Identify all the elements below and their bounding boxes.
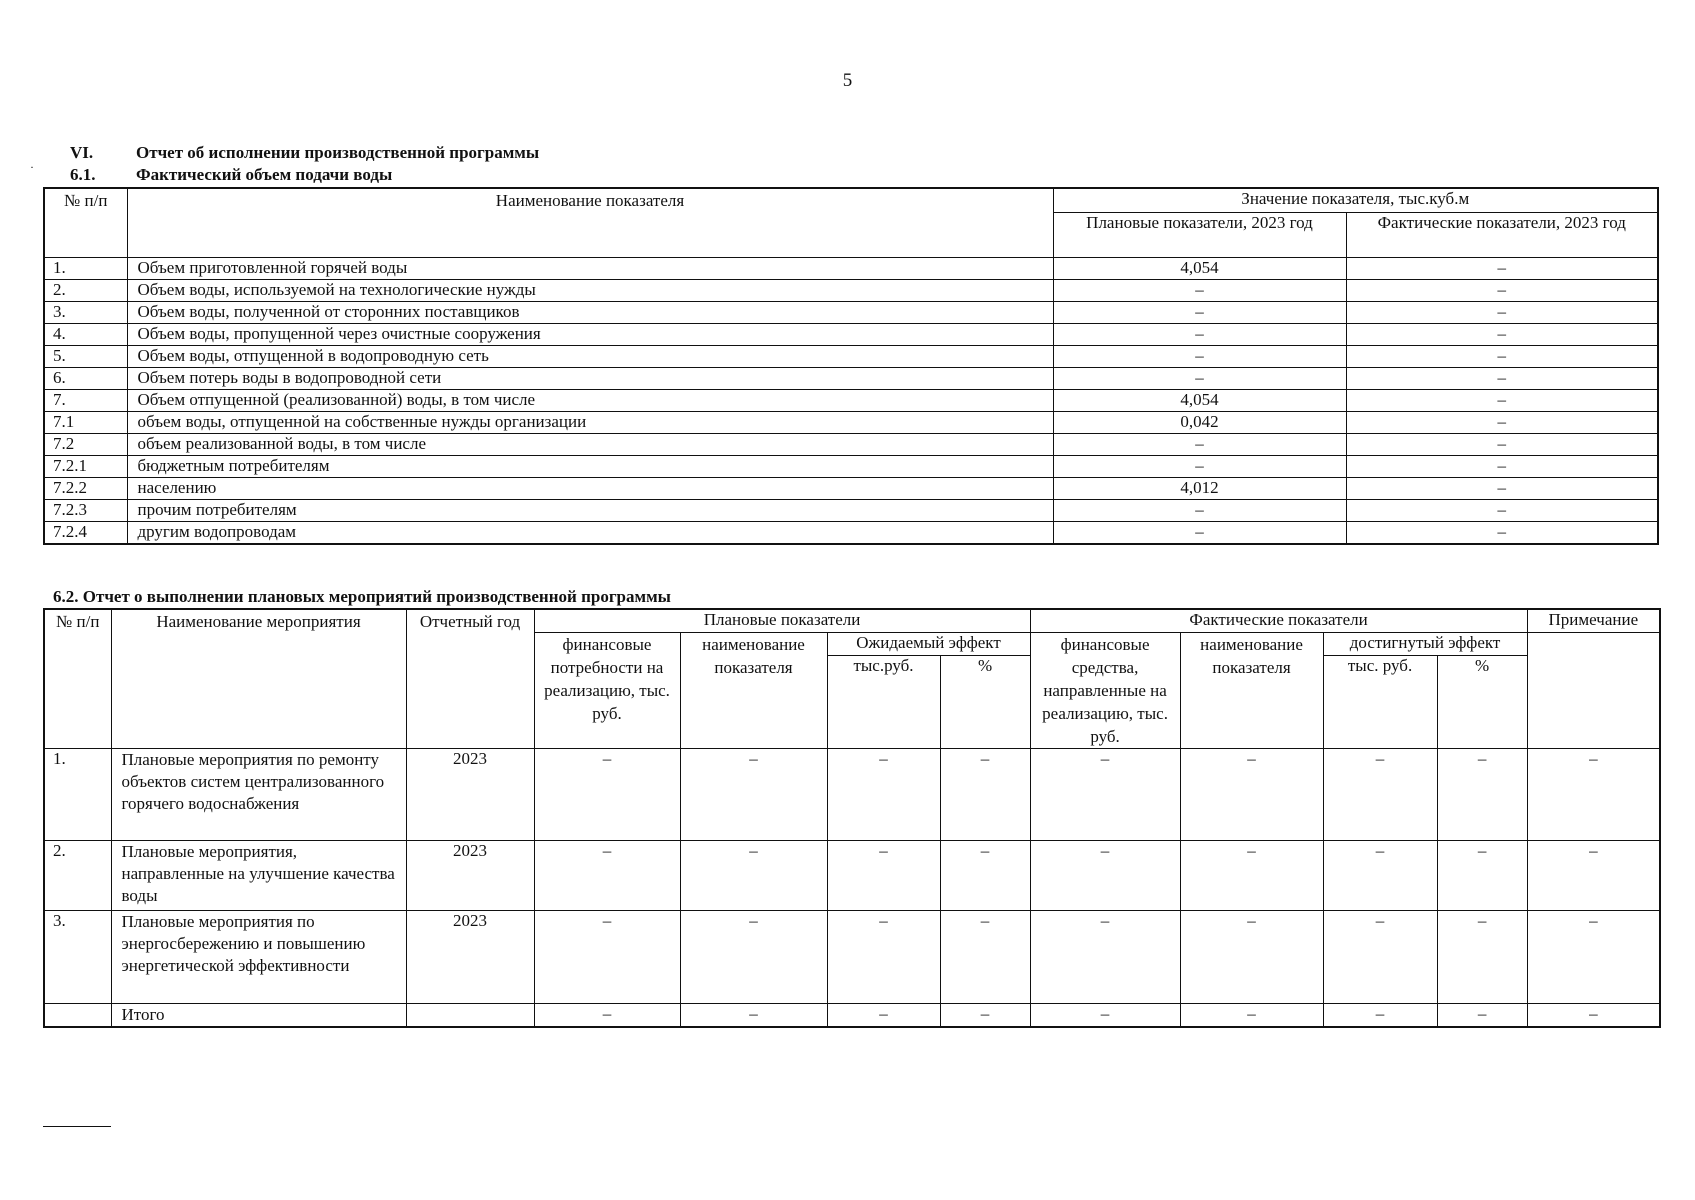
plan-value: 0,042 (1053, 412, 1346, 434)
table-row (44, 412, 1658, 434)
planned-measures-table (43, 608, 1661, 1028)
table-row (44, 434, 1658, 456)
total-row (44, 1004, 1660, 1028)
value-cell: – (1527, 749, 1660, 841)
t2-header-name: Наименование мероприятия (111, 609, 406, 749)
row-number: 7.2.2 (44, 478, 127, 500)
water-supply-table (43, 187, 1659, 545)
section-heading (70, 143, 539, 163)
table-row (44, 478, 1658, 500)
indicator-name: другим водопроводам (127, 522, 1053, 545)
plan-value: – (1053, 434, 1346, 456)
t2-header-plan-ind-name: наименование показателя (680, 633, 827, 749)
t2-header-fact-effect-pct: % (1437, 656, 1527, 749)
indicator-name: бюджетным потребителям (127, 456, 1053, 478)
t2-header-note: Примечание (1527, 609, 1660, 633)
total-value-cell: – (1180, 1004, 1323, 1028)
value-cell: – (1030, 841, 1180, 911)
plan-value: – (1053, 456, 1346, 478)
header-no: № п/п (44, 188, 127, 258)
measure-name: Плановые мероприятия, направленные на улучшение качества воды (111, 841, 406, 911)
indicator-name: Объем воды, отпущенной в водопроводную сеть (127, 346, 1053, 368)
table-row (44, 456, 1658, 478)
t2-header-fact-effect-rub: тыс. руб. (1323, 656, 1437, 749)
subsection-1-title: Фактический объем подачи воды (136, 165, 393, 184)
value-cell: – (1323, 841, 1437, 911)
t2-header-fact-ind-name: наименование показателя (1180, 633, 1323, 749)
header-name: Наименование показателя (127, 188, 1053, 258)
section-title: Отчет об исполнении производственной программы (136, 143, 540, 162)
header-plan: Плановые показатели, 2023 год (1053, 213, 1346, 258)
fact-value: – (1346, 390, 1658, 412)
indicator-name: Объем воды, используемой на технологические нужды (127, 280, 1053, 302)
indicator-name: Объем воды, пропущенной через очистные сооружения (127, 324, 1053, 346)
t2-header-plan-effect: Ожидаемый эффект (827, 633, 1030, 656)
row-number: 3. (44, 302, 127, 324)
value-cell: – (1323, 749, 1437, 841)
value-cell: – (1527, 911, 1660, 1004)
value-cell: – (827, 911, 940, 1004)
plan-value: – (1053, 302, 1346, 324)
value-cell: – (1527, 841, 1660, 911)
t2-header-fact-effect: достигнутый эффект (1323, 633, 1527, 656)
t2-header-fact-group: Фактические показатели (1030, 609, 1527, 633)
table-row (44, 346, 1658, 368)
table-row (44, 258, 1658, 280)
stray-dot: · (30, 160, 34, 174)
indicator-name: объем воды, отпущенной на собственные нужды организации (127, 412, 1053, 434)
total-value-cell: – (940, 1004, 1030, 1028)
subsection-2-heading: 6.2. Отчет о выполнении плановых мероприятий производственной программы (53, 587, 671, 606)
indicator-name: объем реализованной воды, в том числе (127, 434, 1053, 456)
page-number: 5 (842, 70, 853, 91)
plan-value: – (1053, 280, 1346, 302)
fact-value: – (1346, 324, 1658, 346)
value-cell: – (940, 911, 1030, 1004)
t2-header-plan-effect-rub: тыс.руб. (827, 656, 940, 749)
value-cell: – (940, 749, 1030, 841)
plan-value: – (1053, 368, 1346, 390)
fact-value: – (1346, 500, 1658, 522)
plan-value: – (1053, 324, 1346, 346)
value-cell: – (940, 841, 1030, 911)
total-value-cell: – (1030, 1004, 1180, 1028)
report-year: 2023 (406, 911, 534, 1004)
total-value-cell: – (1527, 1004, 1660, 1028)
value-cell: – (680, 841, 827, 911)
row-number: 7.1 (44, 412, 127, 434)
value-cell: – (680, 911, 827, 1004)
table-row (44, 522, 1658, 545)
total-value-cell: – (1437, 1004, 1527, 1028)
table-row (44, 280, 1658, 302)
row-number: 3. (44, 911, 111, 1004)
plan-value: – (1053, 346, 1346, 368)
table-row (44, 390, 1658, 412)
section-number: VI. (70, 143, 94, 162)
total-value-cell: – (680, 1004, 827, 1028)
fact-value: – (1346, 522, 1658, 545)
fact-value: – (1346, 478, 1658, 500)
value-cell: – (1437, 911, 1527, 1004)
value-cell: – (1437, 749, 1527, 841)
fact-value: – (1346, 434, 1658, 456)
fact-value: – (1346, 368, 1658, 390)
t2-header-plan-effect-pct: % (940, 656, 1030, 749)
table-row (44, 749, 1660, 841)
table-row (44, 302, 1658, 324)
total-year (406, 1004, 534, 1028)
indicator-name: Объем отпущенной (реализованной) воды, в том числе (127, 390, 1053, 412)
t2-header-plan-group: Плановые показатели (534, 609, 1030, 633)
fact-value: – (1346, 280, 1658, 302)
value-cell: – (1030, 749, 1180, 841)
plan-value: – (1053, 522, 1346, 545)
t2-header-note-blank (1527, 633, 1660, 749)
t2-header-no: № п/п (44, 609, 111, 749)
fact-value: – (1346, 346, 1658, 368)
header-fact: Фактические показатели, 2023 год (1346, 213, 1658, 258)
value-cell: – (1180, 911, 1323, 1004)
row-number: 2. (44, 841, 111, 911)
value-cell: – (1030, 911, 1180, 1004)
subsection-1-number: 6.1. (70, 165, 96, 184)
row-number: 5. (44, 346, 127, 368)
row-number: 4. (44, 324, 127, 346)
value-cell: – (1180, 841, 1323, 911)
value-cell: – (827, 841, 940, 911)
total-value-cell: – (827, 1004, 940, 1028)
t2-header-year: Отчетный год (406, 609, 534, 749)
table-row (44, 841, 1660, 911)
table-row (44, 911, 1660, 1004)
total-value-cell: – (534, 1004, 680, 1028)
fact-value: – (1346, 412, 1658, 434)
row-number: 2. (44, 280, 127, 302)
row-number: 1. (44, 258, 127, 280)
measure-name: Плановые мероприятия по энергосбережению и повышению энергетической эффективности (111, 911, 406, 1004)
value-cell: – (1323, 911, 1437, 1004)
value-cell: – (534, 749, 680, 841)
fact-value: – (1346, 302, 1658, 324)
plan-value: 4,012 (1053, 478, 1346, 500)
row-number: 1. (44, 749, 111, 841)
subsection-1-heading (70, 165, 392, 185)
header-value-group: Значение показателя, тыс.куб.м (1053, 188, 1658, 213)
indicator-name: прочим потребителям (127, 500, 1053, 522)
value-cell: – (534, 911, 680, 1004)
table-row (44, 500, 1658, 522)
plan-value: 4,054 (1053, 390, 1346, 412)
report-year: 2023 (406, 749, 534, 841)
footnote-separator (43, 1126, 111, 1127)
table-row (44, 368, 1658, 390)
plan-value: – (1053, 500, 1346, 522)
indicator-name: Объем воды, полученной от сторонних поставщиков (127, 302, 1053, 324)
row-number: 7. (44, 390, 127, 412)
row-number: 7.2 (44, 434, 127, 456)
row-number: 7.2.4 (44, 522, 127, 545)
total-value-cell: – (1323, 1004, 1437, 1028)
value-cell: – (827, 749, 940, 841)
total-label: Итого (111, 1004, 406, 1028)
report-year: 2023 (406, 841, 534, 911)
t2-header-fact-fin: финансовые средства, направленные на реализацию, тыс. руб. (1030, 633, 1180, 749)
row-number: 6. (44, 368, 127, 390)
indicator-name: Объем приготовленной горячей воды (127, 258, 1053, 280)
value-cell: – (1437, 841, 1527, 911)
fact-value: – (1346, 456, 1658, 478)
row-number: 7.2.1 (44, 456, 127, 478)
row-number: 7.2.3 (44, 500, 127, 522)
indicator-name: Объем потерь воды в водопроводной сети (127, 368, 1053, 390)
value-cell: – (680, 749, 827, 841)
total-row-number (44, 1004, 111, 1028)
value-cell: – (1180, 749, 1323, 841)
plan-value: 4,054 (1053, 258, 1346, 280)
t2-header-plan-fin: финансовые потребности на реализацию, тыс. руб. (534, 633, 680, 749)
indicator-name: населению (127, 478, 1053, 500)
measure-name: Плановые мероприятия по ремонту объектов систем централизованного горячего водоснабжения (111, 749, 406, 841)
fact-value: – (1346, 258, 1658, 280)
value-cell: – (534, 841, 680, 911)
table-row (44, 324, 1658, 346)
